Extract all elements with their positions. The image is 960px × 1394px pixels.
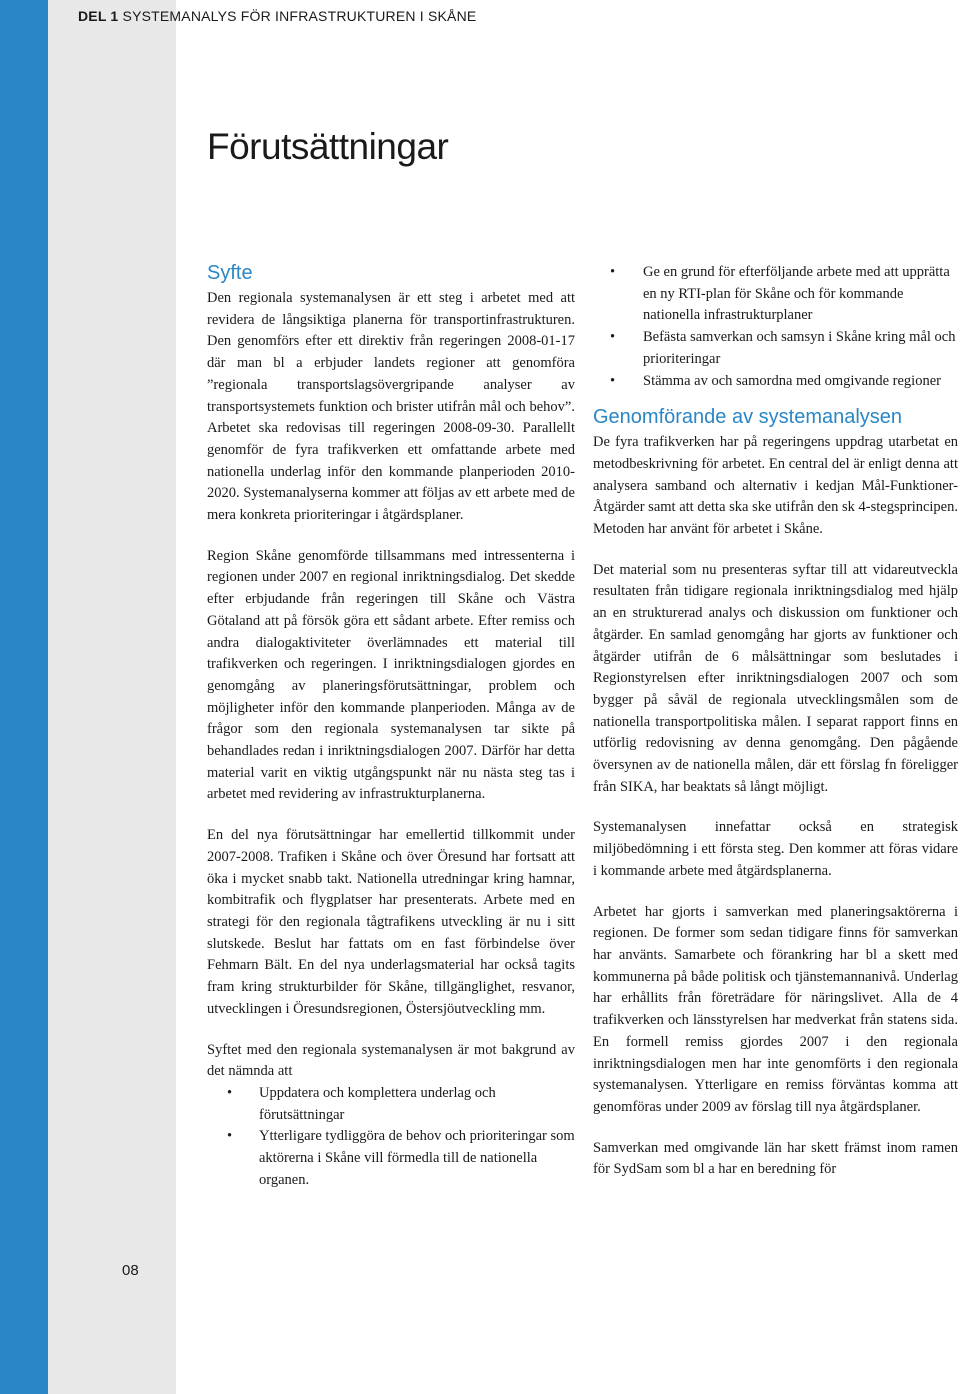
running-header (78, 8, 938, 24)
header-part: DEL 1 (78, 8, 119, 24)
right-column (593, 262, 958, 1181)
paragraph: En del nya förutsättningar har emellertid tillkommit under 2007-2008. Trafiken i Skåne och över Öresund har fortsatt att öka i mycket snabb takt. Nationella utredningar kring hamnar, kombitrafik och flygplatser har presenterats. Arbete med en strategi för den regionala tågtrafikens utveckling är nu i sitt slutskede. Beslut har fattats om en fast förbindelse över Fehmarn Bält. En del nya underlagsmaterial har också tagits fram kring strukturbilder för Skåne, tillgänglighet, resvanor, utvecklingen i Öresundsregionen, Östersjöutveckling mm. (207, 827, 575, 1017)
paragraph: Samverkan med omgivande län har skett främst inom ramen för SydSam som bl a har en beredning för (593, 1139, 958, 1178)
bullet-list (207, 1083, 575, 1192)
header-section: SYSTEMANALYS FÖR INFRASTRUKTUREN I SKÅNE (122, 8, 477, 24)
paragraph: Systemanalysen innefattar också en strategisk miljöbedömning i ett första steg. Den kommer att föras vidare i kommande arbete med åtgärdsplanerna. (593, 819, 958, 879)
bullet-list (593, 262, 958, 392)
bullet-icon: • (227, 1084, 233, 1101)
bullet-icon: • (610, 264, 616, 280)
paragraph: Region Skåne genomförde tillsammans med intressenterna i regionen under 2007 en regional inriktningsdialog. Det skedde efter erbjudande från regeringen till Skåne och Västra Götaland att på försök göra ett sådant arbete. Efter remiss och andra dialogaktiviteter överlämnades ett material till trafikverken och regeringen. I inriktningsdialogen gjordes en genomgång av planeringsförutsättningar, problem och möjligheter inför den kommande planperioden. Många av de frågor som den regionala systemanalysen tar sikte på behandlades redan i inriktningsdialogen 2007. Därför har detta material varit en viktig utgångspunkt när nu nästa steg tas i arbetet med revidering av infrastrukturplanerna. (207, 547, 575, 803)
list-item: • Ytterligare tydliggöra de behov och prioriteringar som aktörerna i Skåne vill förmedla till de nationella organen. (227, 1128, 575, 1188)
page-margin-strip (48, 0, 176, 1394)
page-sidebar-band (0, 0, 48, 1394)
bullet-icon: • (227, 1128, 233, 1145)
page-title: Förutsättningar (207, 126, 449, 167)
paragraph: Syftet med den regionala systemanalysen är mot bakgrund av det nämnda att (207, 1041, 575, 1080)
section-heading-genomforande: Genomförande av systemanalysen (593, 406, 903, 429)
left-column (207, 262, 575, 1205)
paragraph: Arbetet har gjorts i samverkan med planeringsaktörerna i regionen. De former som sedan tidigare finns för samverkan har använts. Samarbete och förankring har bl a skett med kommunerna på både politisk och tjänstemannanivå. Underlag har erhållits från företrädare för näringslivet. Alla de 4 trafikverken och länsstyrelsen har medverkat från statens sida. En formell remiss gjordes 2007 i den regionala inriktningsdialogen men har inte genomförts i den regionala systemanalysen. Ytterligare en remiss förväntas komma att genomföras under 2009 av förslag till nya åtgärdsplaner. (593, 903, 958, 1115)
page-number: 08 (122, 1262, 139, 1279)
section-heading-syfte: Syfte (207, 262, 253, 284)
bullet-icon: • (610, 372, 616, 389)
list-item: • Uppdatera och komplettera underlag och förutsättningar (227, 1084, 496, 1123)
bullet-icon: • (610, 329, 616, 346)
paragraph: Det material som nu presenteras syftar till att vidareutveckla resultaten från tidigare regionala inriktningsdialog med hjälp an en strukturerad analys och diskussion om funktioner och åtgärder. En samlad genomgång har gjorts av funktioner och åtgärder utifrån de 6 målsättningar som beslutades i Regionstyrelsen efter inriktningsdialogen 2007 och som bygger på såväl de regionala utvecklingsmålen som de nationella transportpolitiska målen. I separat rapport finns en utförlig redovisning av denna genomgång. Den pågående översynen av de nationella målen, där ett förslag fn föreligger från SIKA, har beaktats så långt möjligt. (593, 561, 958, 795)
list-item: • Befästa samverkan och samsyn i Skåne kring mål och prioriteringar (610, 329, 956, 367)
paragraph: De fyra trafikverken har på regeringens uppdrag utarbetat en metodbeskrivning för arbetet. En central del är enligt denna att analysera samband och alternativ i kedjan Mål-Funktioner-Åtgärder samt att detta ska ske utifrån den sk 4-stegsprincipen. Metoden har använt för arbetet i Skåne. (593, 434, 958, 538)
list-item: • Ge en grund för efterföljande arbete med att upprätta en ny RTI-plan för Skåne och för kommande nationella infrastrukturplaner (610, 264, 950, 324)
paragraph: Den regionala systemanalysen är ett steg i arbetet med att revidera de långsiktiga planerna för transportinfrastrukturen. Den genomförs efter ett direktiv från regeringen 2008-01-17 där man bl a erbjuder landets regioner att genomföra ”regionala transportslagsövergripande analyser av transportsystemets funktion och brister utifrån mål och behov”. Arbetet ska redovisas till regeringen 2008-09-30. Parallellt genomför de fyra trafikverken ett omfattande arbete med nationella underlag inför den kommande planperioden 2010-2020. Systemanalyserna kommer att följas av ett arbete med de mera konkreta prioriteringar i åtgärdsplaner. (207, 290, 575, 524)
list-item: • Stämma av och samordna med omgivande regioner (593, 371, 958, 393)
